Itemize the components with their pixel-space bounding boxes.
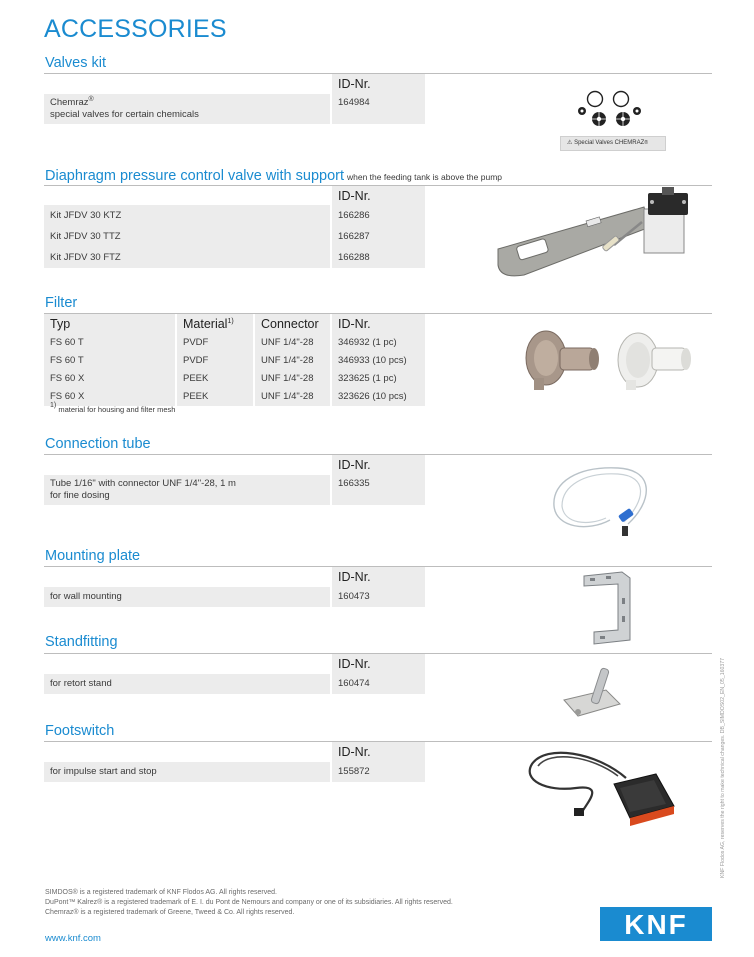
header-id: ID-Nr. xyxy=(332,314,425,334)
footswitch-image xyxy=(526,746,676,832)
diaphragm-valve-image xyxy=(494,187,700,279)
diaphragm-note: when the feeding tank is above the pump xyxy=(347,172,502,182)
header-material xyxy=(177,314,253,334)
table-cell-id: 166288 xyxy=(332,247,425,268)
table-cell-material: PVDF xyxy=(177,334,253,352)
side-note: KNF Flodos AG, reserves the right to make technical changes. DB_SIMDOS02_EN_05_160377 xyxy=(720,657,726,878)
mounting-plate-id: 160473 xyxy=(332,587,425,607)
id-header: ID-Nr. xyxy=(332,567,425,587)
legal-line: Chemraz® is a registered trademark of Greene, Tweed & Co. All rights reserved. xyxy=(45,909,295,916)
mounting-plate-desc: for wall mounting xyxy=(44,587,330,607)
footnote-mark: 1) xyxy=(50,402,57,409)
footswitch-id: 155872 xyxy=(332,762,425,782)
mounting-plate-image xyxy=(582,570,634,646)
table-cell-desc: Kit JFDV 30 FTZ xyxy=(44,247,330,268)
id-header: ID-Nr. xyxy=(332,74,425,94)
footswitch-desc: for impulse start and stop xyxy=(44,762,330,782)
table-cell-id: 346933 (10 pcs) xyxy=(332,352,425,370)
legal-line: DuPont™ Kalrez® is a registered trademark of E. I. du Pont de Nemours and company or one of its subsidiaries. All rights reserved. xyxy=(45,899,453,906)
table-cell-material: PEEK xyxy=(177,388,253,406)
table-cell-id: 323626 (10 pcs) xyxy=(332,388,425,406)
connection-tube-desc-line1: Tube 1/16" with connector UNF 1/4"-28, 1 m xyxy=(50,478,236,489)
connection-tube-description xyxy=(44,475,330,505)
diaphragm-title: Diaphragm pressure control valve with support xyxy=(45,168,344,184)
table-cell-typ: FS 60 X xyxy=(44,370,175,388)
valves-kit-name: Chemraz xyxy=(50,97,89,108)
standfitting-id: 160474 xyxy=(332,674,425,694)
registered-mark: ® xyxy=(88,96,94,103)
section-title-footswitch: Footswitch xyxy=(45,723,115,739)
table-cell-desc: Kit JFDV 30 KTZ xyxy=(44,205,330,226)
section-title-mounting-plate: Mounting plate xyxy=(45,548,141,564)
logo-text: KNF xyxy=(624,909,688,940)
standfitting-desc: for retort stand xyxy=(44,674,330,694)
table-cell-typ: FS 60 X xyxy=(44,388,175,406)
standfitting-image xyxy=(560,664,642,722)
table-cell-id: 166287 xyxy=(332,226,425,247)
table-cell-material: PEEK xyxy=(177,370,253,388)
id-header: ID-Nr. xyxy=(332,186,425,205)
header-typ: Typ xyxy=(44,314,175,334)
badge-registered-mark: ® xyxy=(644,140,648,146)
table-cell-connector: UNF 1/4"-28 xyxy=(255,370,330,388)
valves-kit-image xyxy=(574,88,656,130)
badge-text: Special Valves CHEMRAZ xyxy=(574,140,645,146)
table-cell-desc: Kit JFDV 30 TTZ xyxy=(44,226,330,247)
legal-line: SIMDOS® is a registered trademark of KNF Flodos AG. All rights reserved. xyxy=(45,889,277,896)
header-connector: Connector xyxy=(255,314,330,334)
table-cell-material: PVDF xyxy=(177,352,253,370)
filter-image xyxy=(520,326,696,390)
table-cell-connector: UNF 1/4"-28 xyxy=(255,352,330,370)
connection-tube-id: 166335 xyxy=(332,475,425,505)
legal-notes xyxy=(45,888,453,918)
website-link[interactable]: www.knf.com xyxy=(45,933,101,944)
table-cell-id: 323625 (1 pc) xyxy=(332,370,425,388)
valves-kit-description xyxy=(44,94,330,124)
footnote-text: material for housing and filter mesh xyxy=(58,405,176,414)
knf-logo xyxy=(600,907,712,941)
table-cell-connector: UNF 1/4"-28 xyxy=(255,334,330,352)
table-cell-connector: UNF 1/4"-28 xyxy=(255,388,330,406)
section-title-connection-tube: Connection tube xyxy=(45,436,151,452)
table-cell-typ: FS 60 T xyxy=(44,352,175,370)
valves-kit-id: 164984 xyxy=(332,94,425,124)
section-title-diaphragm xyxy=(45,168,502,184)
header-material-label: Material xyxy=(183,317,228,331)
warning-icon: ⚠ xyxy=(567,140,573,146)
section-title-standfitting: Standfitting xyxy=(45,634,118,650)
connection-tube-desc-line2: for fine dosing xyxy=(50,490,110,501)
valves-kit-desc: special valves for certain chemicals xyxy=(50,109,199,120)
section-title-valves-kit: Valves kit xyxy=(45,55,106,71)
table-cell-id: 346932 (1 pc) xyxy=(332,334,425,352)
id-header: ID-Nr. xyxy=(332,455,425,475)
connection-tube-image xyxy=(548,462,660,542)
table-cell-typ: FS 60 T xyxy=(44,334,175,352)
id-header: ID-Nr. xyxy=(332,654,425,674)
page-title: ACCESSORIES xyxy=(44,15,227,43)
header-material-sup: 1) xyxy=(227,318,234,325)
table-cell-id: 166286 xyxy=(332,205,425,226)
section-title-filter: Filter xyxy=(45,295,78,311)
id-header: ID-Nr. xyxy=(332,742,425,762)
filter-footnote xyxy=(50,402,176,414)
special-valves-badge xyxy=(560,136,666,151)
